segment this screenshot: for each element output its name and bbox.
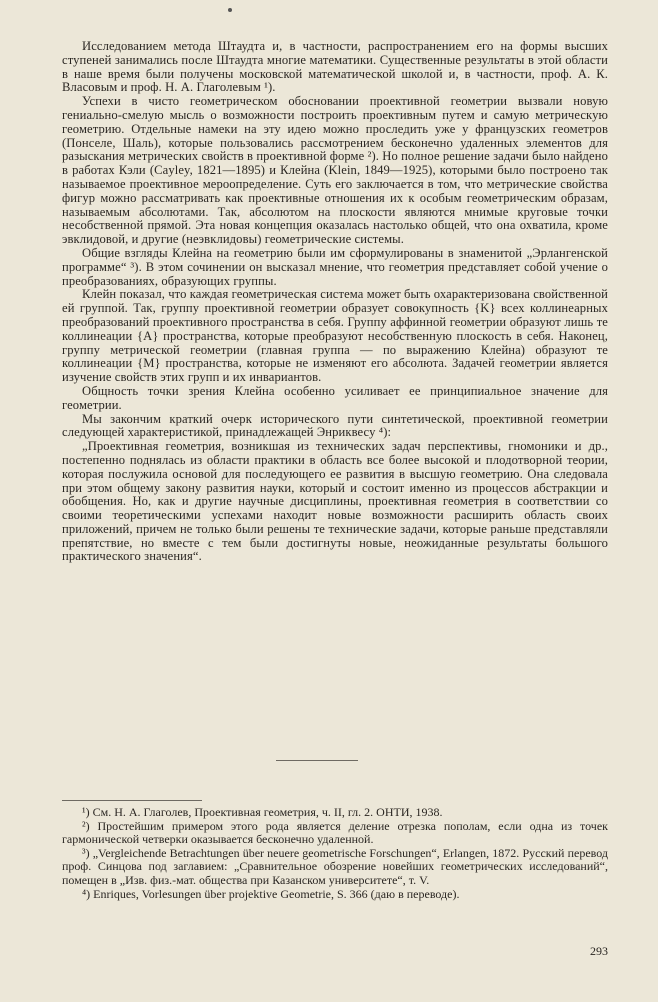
page-speck — [228, 8, 232, 12]
paragraph: „Проективная геометрия, возникшая из технических задач перспективы, гномоники и др., постепенно поднялась из области практики в область все более высокой и плодотворной теории, которая послужила основой для последующего ее развития в высшую геометрию. Она следовала при этом общему закону развития науки, который и состоит именно из процессов абстракции и обобщения. Но, как и другие научные дисциплины, проективная геометрия в соответствии со своими теоретическими успехами находит новые возможности расширить область своих приложений, причем не только были решены те технические задачи, которые раньше представляли препятствие, но вместе с тем были достигнуты новые, неожиданные результаты большого практического значения“. — [62, 439, 608, 564]
paragraph: Исследованием метода Штаудта и, в частности, распространением его на формы высших ступеней занимались после Штаудта многие математики. Существенные результаты в этой области в наше время были получены московской математической школой и, в частности, проф. А. К. Власовым и проф. Н. А. Глаголевым ¹). — [62, 39, 608, 95]
footnotes — [62, 806, 608, 901]
footnote-rule — [62, 800, 202, 801]
footnote: ⁴) Enriques, Vorlesungen über projektive Geometrie, S. 366 (даю в переводе). — [82, 886, 460, 901]
paragraph: Клейн показал, что каждая геометрическая система может быть охарактеризована свойственной ей группой. Так, группу проективной геометрии образует совокупность {K} всех коллинеарных преобразований проективного пространства в себя. Группу аффинной геометрии образуют лишь те коллинеации {A} пространства, которые преобразуют несобственную плоскость в себя. Наконец, группу метрической геометрии (главная группа — по выражению Клейна) образуют те коллинеации {M} пространства, которые не изменяют его абсолюта. Задачей геометрии является изучение свойств этих групп и их инвариантов. — [62, 287, 608, 385]
paragraph: Общность точки зрения Клейна особенно усиливает ее принципиальное значение для геометрии. — [62, 383, 608, 412]
paragraph: Общие взгляды Клейна на геометрию были им сформулированы в знаменитой „Эрлангенской программе“ ³). В этом сочинении он высказал мнение, что геометрия представляет собой учение о преобразованиях, образующих группы. — [62, 245, 608, 288]
footnote: ³) „Vergleichende Betrachtungen über neuere geometrische Forschungen“, Erlangen, 1872. Русский перевод проф. Синцова под заглавием: „Сравнительное обозрение новейших геометрических исследований“, помещен в „Изв. физ.-мат. общества при Казанском университете“, т. V. — [62, 845, 608, 887]
footnote: ²) Простейшим примером этого рода является деление отрезка пополам, если одна из точек гармонической четверки оказывается бесконечно удаленной. — [62, 818, 608, 847]
paragraph: Успехи в чисто геометрическом обосновании проективной геометрии вызвали новую гениально-смелую мысль о возможности построить проективным путем и самую метрическую геометрию. Отдельные намеки на эту идею можно проследить уже у французских геометров (Понселе, Шаль), которые пользовались рассмотрением бесконечно удаленных элементов для разыскания метрических свойств в проективной форме ²). Но полное решение задачи было найдено в работах Кэли (Cayley, 1821—1895) и Клейна (Klein, 1849—1925), которыми было построено так называемое проективное мероопределение. Суть его заключается в том, что метрические свойства фигур можно рассматривать как проективные отношения их к особым геометрическим образам, называемым абсолютами. Так, абсолютом на плоскости являются мнимые круговые точки несобственной прямой. Эта новая концепция оказалась настолько общей, что она охватила, кроме эвклидовой, и другие (неэвклидовы) геометрические системы. — [62, 94, 608, 247]
paragraph: Мы закончим краткий очерк исторического пути синтетической, проективной геометрии следующей характеристикой, принадлежащей Энриквесу ⁴): — [62, 411, 608, 440]
footnote: ¹) См. Н. А. Глаголев, Проективная геометрия, ч. II, гл. 2. ОНТИ, 1938. — [82, 805, 443, 819]
page-number: 293 — [590, 944, 608, 958]
section-separator — [276, 760, 358, 761]
main-text — [62, 40, 608, 564]
